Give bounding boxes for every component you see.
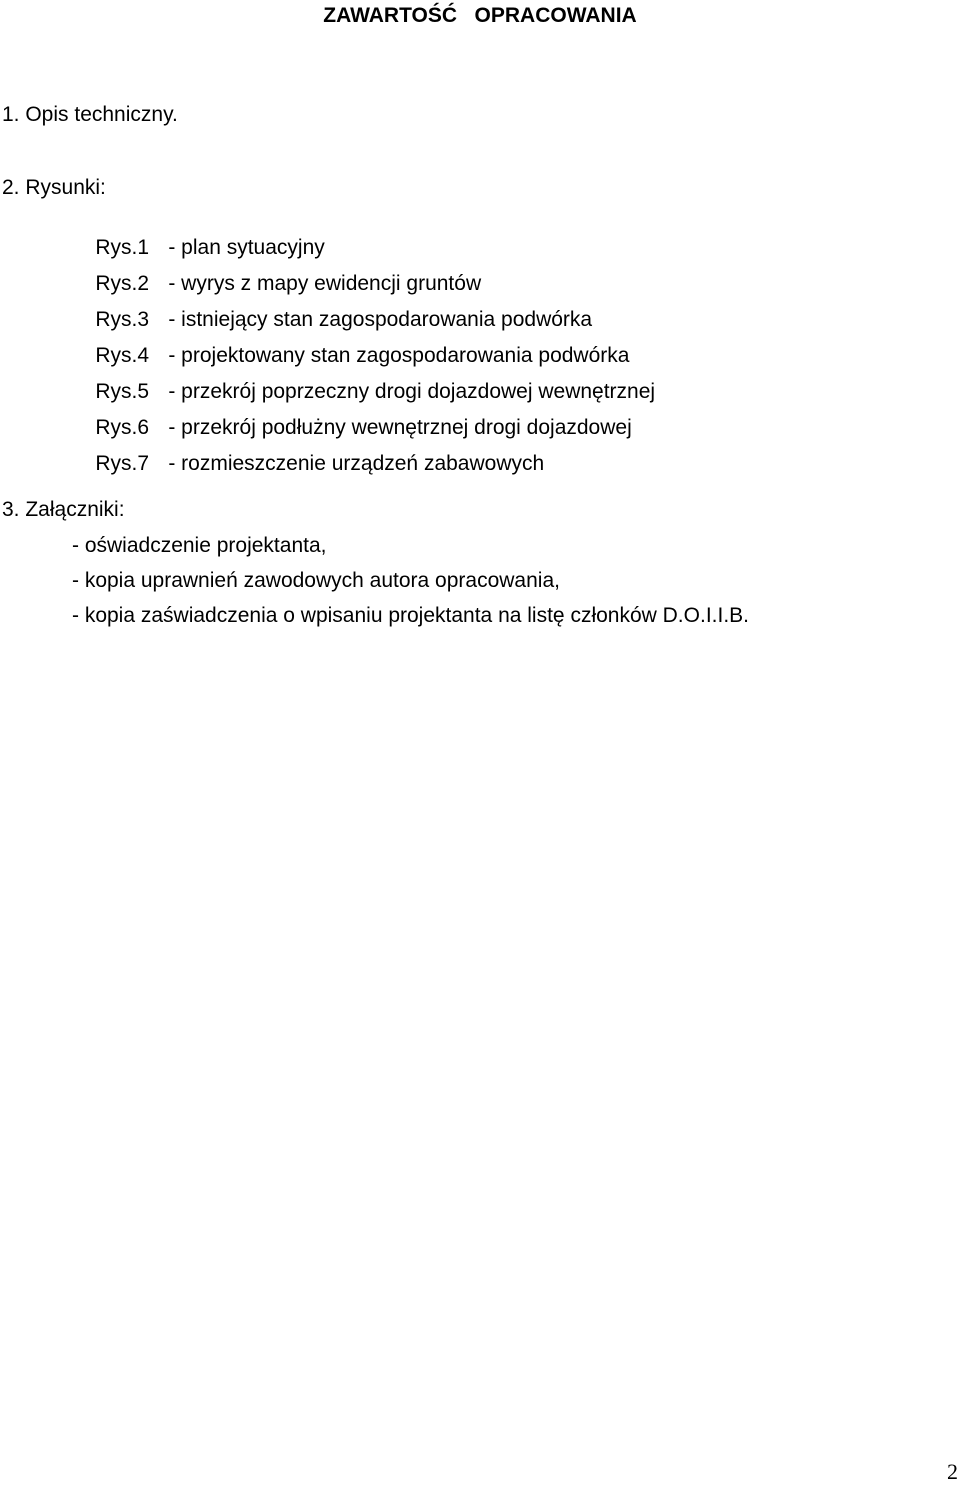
section-technical-description: 1. Opis techniczny.	[2, 103, 178, 126]
drawing-number: Rys.6	[95, 416, 150, 439]
drawing-number: Rys.4	[95, 344, 150, 367]
drawing-description: - przekrój podłużny wewnętrznej drogi dojazdowej	[168, 416, 632, 439]
attachments-list	[72, 534, 749, 639]
attachment-item: - oświadczenie projektanta,	[72, 534, 327, 557]
drawing-description: - rozmieszczenie urządzeń zabawowych	[168, 452, 545, 475]
page-number: 2	[947, 1459, 958, 1484]
drawing-description: - istniejący stan zagospodarowania podwórka	[168, 308, 593, 331]
attachment-item: - kopia zaświadczenia o wpisaniu projektanta na listę członków D.O.I.I.B.	[72, 604, 749, 627]
section-drawings-heading: 2. Rysunki:	[2, 176, 106, 199]
drawing-description: - plan sytuacyjny	[168, 236, 325, 259]
section-attachments-heading: 3. Załączniki:	[2, 498, 125, 521]
drawing-description: - wyrys z mapy ewidencji gruntów	[168, 272, 482, 295]
drawing-item	[72, 212, 655, 259]
drawing-description: - przekrój poprzeczny drogi dojazdowej wewnętrznej	[168, 380, 656, 403]
drawing-number: Rys.2	[95, 272, 150, 295]
attachment-item: - kopia uprawnień zawodowych autora opracowania,	[72, 569, 560, 592]
drawing-number: Rys.5	[95, 380, 150, 403]
drawing-number: Rys.1	[95, 236, 150, 259]
drawing-number: Rys.3	[95, 308, 150, 331]
drawing-description: - projektowany stan zagospodarowania podwórka	[168, 344, 630, 367]
document-title: ZAWARTOŚĆ OPRACOWANIA	[323, 4, 637, 27]
drawings-list	[72, 212, 656, 475]
drawing-number: Rys.7	[95, 452, 150, 475]
